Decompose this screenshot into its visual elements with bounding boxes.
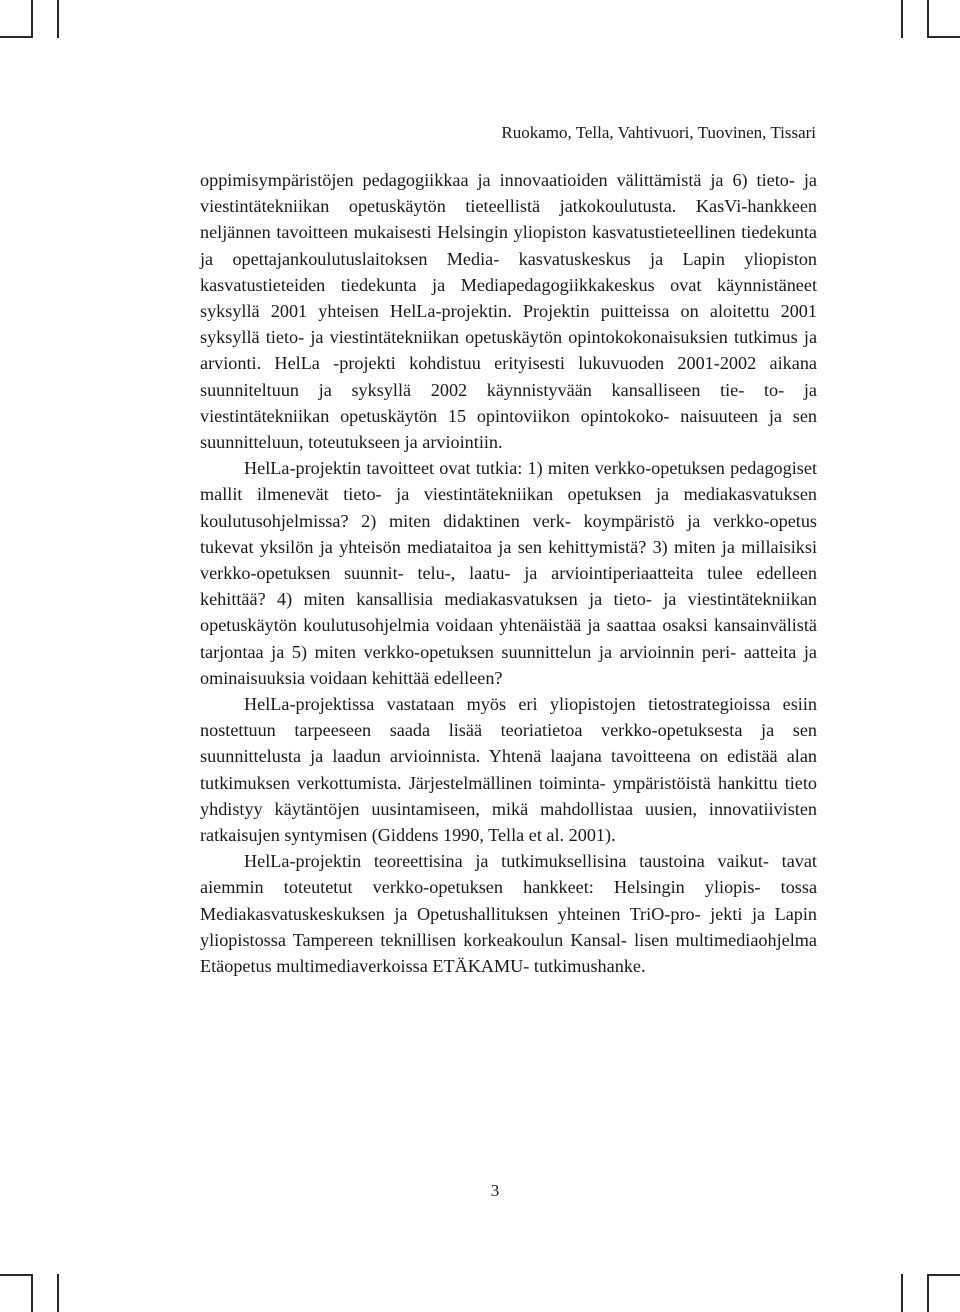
crop-mark-bottom-left-vertical	[31, 1274, 33, 1312]
crop-mark-top-right-vertical	[927, 0, 929, 38]
text-line: tossa Mediakasvatuskeskuksen ja Opetushallituksen yhteinen TriO-pro-	[200, 877, 818, 924]
crop-mark-top-left-vertical-inner	[57, 0, 59, 38]
paragraph-1	[200, 167, 817, 455]
crop-mark-bottom-left-horizontal	[0, 1274, 33, 1276]
crop-mark-top-right-horizontal	[927, 36, 960, 38]
text-line: oppimisympäristöjen pedagogiikkaa ja innovaatioiden välittämistä ja	[200, 170, 724, 190]
text-line: tarjontaa ja 5) miten verkko-opetuksen suunnittelun ja arvioinnin peri-	[200, 641, 737, 662]
paragraph-2	[200, 455, 817, 691]
text-line: on edistää alan tutkimuksen verkottumista. Järjestelmällinen toiminta-	[200, 746, 817, 793]
paragraph-4	[200, 848, 817, 979]
page-number: 3	[490, 1181, 500, 1200]
text-line: ja sen kehittymistä? 3) miten ja millaisiksi verkko-opetuksen suunnit-	[200, 536, 818, 584]
crop-mark-top-right-vertical-inner	[901, 0, 903, 38]
text-line: to- ja viestintätekniikan opetuskäytön 15 opintoviikon opintokoko-	[200, 379, 817, 426]
text-line: Mediapedagogiikkakeskus ovat käynnistäneet syksyllä 2001 yhteisen	[200, 274, 818, 322]
text-line: kansallisia mediakasvatuksen ja tieto- ja viestintätekniikan opetuskäytön	[200, 589, 817, 636]
text-line: esiin nostettuun tarpeeseen saada lisää teoriatietoa verkko-opetuksesta	[200, 694, 817, 741]
text-line: 6) tieto- ja viestintätekniikan opetuskäytön tieteellistä jatkokoulutusta.	[200, 170, 817, 217]
text-line: HelLa-projektissa vastataan myös eri yliopistojen tietostrategioissa	[244, 694, 771, 715]
crop-mark-bottom-right-vertical	[927, 1274, 929, 1312]
text-line: koulutusohjelmia voidaan yhtenäistää ja saattaa osaksi kansainvälistä	[303, 615, 818, 636]
text-line: ja sen suunnittelusta ja laadun arvioinnista. Yhtenä laajana tavoitteena	[200, 720, 818, 767]
text-line: tavat aiemmin toteutetut verkko-opetuksen hankkeet: Helsingin yliopis-	[200, 851, 817, 898]
text-line: HelLa-projektin teoreettisina ja tutkimuksellisina taustoina vaikut-	[244, 851, 769, 872]
text-line: jekti ja Lapin yliopistossa Tampereen teknillisen korkeakoulun Kansal-	[200, 903, 818, 950]
text-line: naisuuteen ja sen suunnitteluun, toteutukseen ja arviointiin.	[200, 405, 817, 453]
text-line: HelLa-projektin tavoitteet ovat tutkia: 1) miten verkko-opetuksen	[244, 458, 725, 479]
text-line: HelLa-projektin. Projektin puitteissa on aloitettu 2001 syksyllä tieto-	[200, 301, 817, 348]
text-line: mahdollistaa uusien, innovatiivisten ratkaisujen syntymisen (Giddens	[200, 798, 818, 846]
text-line: aikana suunniteltuun ja syksyllä 2002 käynnistyvään kansalliseen tie-	[200, 353, 817, 400]
paragraph-3	[200, 691, 817, 848]
crop-mark-top-left-horizontal	[0, 36, 33, 38]
text-line: tutkimushanke.	[533, 956, 646, 977]
text-line: telu-, laatu- ja arviointiperiaatteita tulee edelleen kehittää? 4) miten	[200, 563, 818, 610]
crop-mark-bottom-right-vertical-inner	[901, 1274, 903, 1312]
running-head-authors: Ruokamo, Tella, Vahtivuori, Tuovinen, Tissari	[501, 123, 816, 142]
text-line: koympäristö ja verkko-opetus tukevat yksilön ja yhteisön mediataitoa	[200, 510, 817, 557]
text-line: kasvatuskeskus ja Lapin yliopiston kasvatustieteiden tiedekunta ja	[200, 248, 818, 295]
text-line: ja viestintätekniikan opetuskäytön opintokokonaisuksien tutkimus ja	[310, 327, 818, 348]
text-line: aatteita ja ominaisuuksia voidaan kehittää edelleen?	[200, 641, 817, 688]
body-text	[200, 167, 817, 979]
crop-mark-bottom-left-vertical-inner	[57, 1274, 59, 1312]
text-line: kasvatustieteellinen tiedekunta ja opettajankoulutuslaitoksen Media-	[200, 222, 817, 269]
text-line: lisen multimediaohjelma Etäopetus multimediaverkoissa ETÄKAMU-	[200, 929, 818, 977]
text-line: ympäristöistä hankittu tieto yhdistyy käytäntöjen uusintamiseen, mikä	[200, 772, 818, 819]
text-line: pedagogiset mallit ilmenevät tieto- ja viestintätekniikan opetuksen ja	[200, 458, 817, 505]
text-line: KasVi-hankkeen neljännen tavoitteen mukaisesti Helsingin yliopiston	[200, 196, 818, 243]
text-line: mediakasvatuksen koulutusohjelmissa? 2) miten didaktinen verk-	[200, 484, 817, 531]
crop-mark-bottom-right-horizontal	[927, 1274, 960, 1276]
text-line: arvionti. HelLa -projekti kohdistuu erityisesti lukuvuoden 2001-2002	[200, 353, 757, 374]
crop-mark-top-left-vertical	[31, 0, 33, 38]
text-line: 1990, Tella et al. 2001).	[442, 825, 616, 846]
